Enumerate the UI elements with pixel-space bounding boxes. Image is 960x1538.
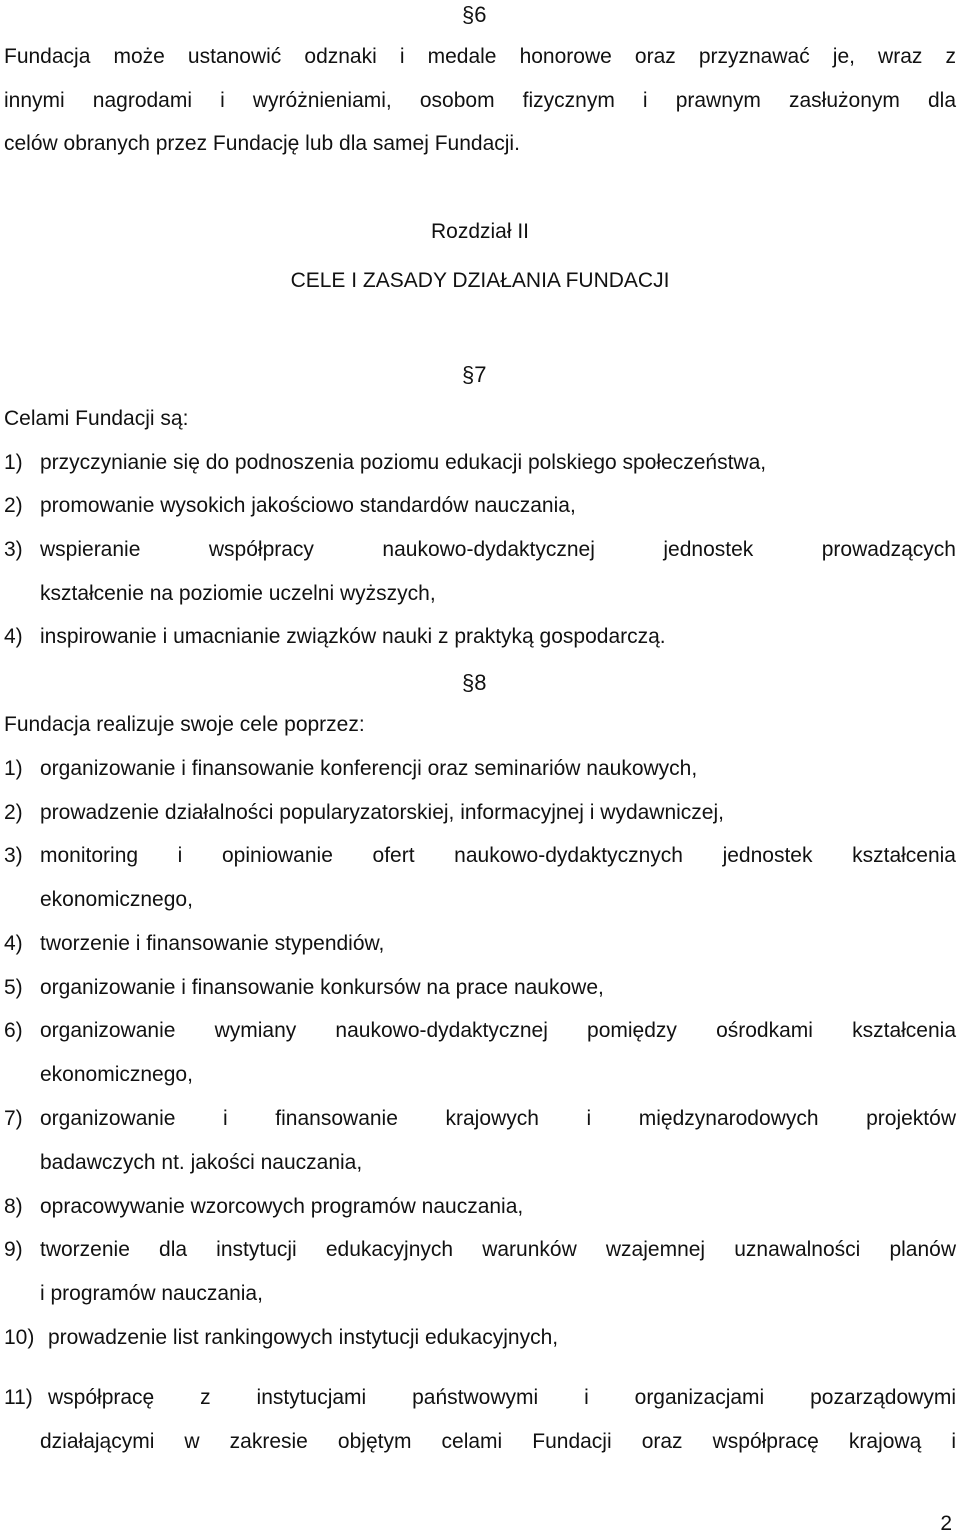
- list-item-number: 1): [4, 757, 23, 780]
- list-item-number: 7): [4, 1107, 23, 1130]
- list-item-number: 10): [4, 1326, 35, 1349]
- section-7-intro: Celami Fundacji są:: [4, 407, 189, 430]
- list-item-number: 9): [4, 1238, 23, 1261]
- section-7-heading: §7: [462, 362, 487, 387]
- page-number: 2: [940, 1512, 952, 1535]
- section-6-line-2: innymi nagrodami i wyróżnieniami, osobom fizycznym i prawnym zasłużonym dla: [4, 89, 956, 112]
- list-item: wspieranie współpracy naukowo-dydaktycznej jednostek prowadzących: [40, 538, 956, 561]
- list-item: organizowanie wymiany naukowo-dydaktycznej pomiędzy ośrodkami kształcenia: [40, 1019, 956, 1042]
- list-item: opracowywanie wzorcowych programów nauczania,: [40, 1195, 524, 1218]
- list-item: tworzenie i finansowanie stypendiów,: [40, 932, 385, 955]
- list-item-number: 11): [4, 1386, 33, 1409]
- list-item-number: 1): [4, 451, 23, 474]
- list-item-number: 4): [4, 932, 23, 955]
- list-item-number: 3): [4, 844, 23, 867]
- section-6-line-1: Fundacja może ustanowić odznaki i medale honorowe oraz przyznawać je, wraz z: [4, 45, 956, 68]
- list-item: współpracę z instytucjami państwowymi i organizacjami pozarządowymi: [48, 1386, 956, 1409]
- list-item: przyczynianie się do podnoszenia poziomu edukacji polskiego społeczeństwa,: [40, 451, 767, 474]
- list-item: tworzenie dla instytucji edukacyjnych warunków wzajemnej uznawalności planów: [40, 1238, 956, 1261]
- section-6-heading: §6: [462, 2, 487, 27]
- list-item-continuation: ekonomicznego,: [40, 888, 193, 911]
- list-item: prowadzenie list rankingowych instytucji edukacyjnych,: [48, 1326, 559, 1349]
- list-item-continuation: ekonomicznego,: [40, 1063, 193, 1086]
- list-item-number: 5): [4, 976, 23, 999]
- chapter-title: CELE I ZASADY DZIAŁANIA FUNDACJI: [290, 269, 670, 292]
- section-6-line-3: celów obranych przez Fundację lub dla samej Fundacji.: [4, 132, 520, 155]
- chapter-number: Rozdział II: [430, 220, 530, 243]
- list-item: monitoring i opiniowanie ofert naukowo-dydaktycznych jednostek kształcenia: [40, 844, 956, 867]
- list-item: organizowanie i finansowanie krajowych i międzynarodowych projektów: [40, 1107, 956, 1130]
- list-item: inspirowanie i umacnianie związków nauki z praktyką gospodarczą.: [40, 625, 666, 648]
- list-item-number: 2): [4, 801, 23, 824]
- list-item-continuation: badawczych nt. jakości nauczania,: [40, 1151, 363, 1174]
- list-item: promowanie wysokich jakościowo standardów nauczania,: [40, 494, 576, 517]
- list-item-continuation: kształcenie na poziomie uczelni wyższych,: [40, 582, 436, 605]
- section-8-heading: §8: [462, 670, 487, 695]
- list-item: prowadzenie działalności popularyzatorskiej, informacyjnej i wydawniczej,: [40, 801, 724, 824]
- list-item: organizowanie i finansowanie konferencji oraz seminariów naukowych,: [40, 757, 698, 780]
- list-item-continuation: i programów nauczania,: [40, 1282, 263, 1305]
- list-item-number: 2): [4, 494, 23, 517]
- list-item: organizowanie i finansowanie konkursów na prace naukowe,: [40, 976, 604, 999]
- list-item-number: 3): [4, 538, 23, 561]
- list-item-continuation: działającymi w zakresie objętym celami Fundacji oraz współpracę krajową i: [40, 1430, 956, 1453]
- list-item-number: 6): [4, 1019, 23, 1042]
- list-item-number: 4): [4, 625, 23, 648]
- section-8-intro: Fundacja realizuje swoje cele poprzez:: [4, 713, 365, 736]
- list-item-number: 8): [4, 1195, 23, 1218]
